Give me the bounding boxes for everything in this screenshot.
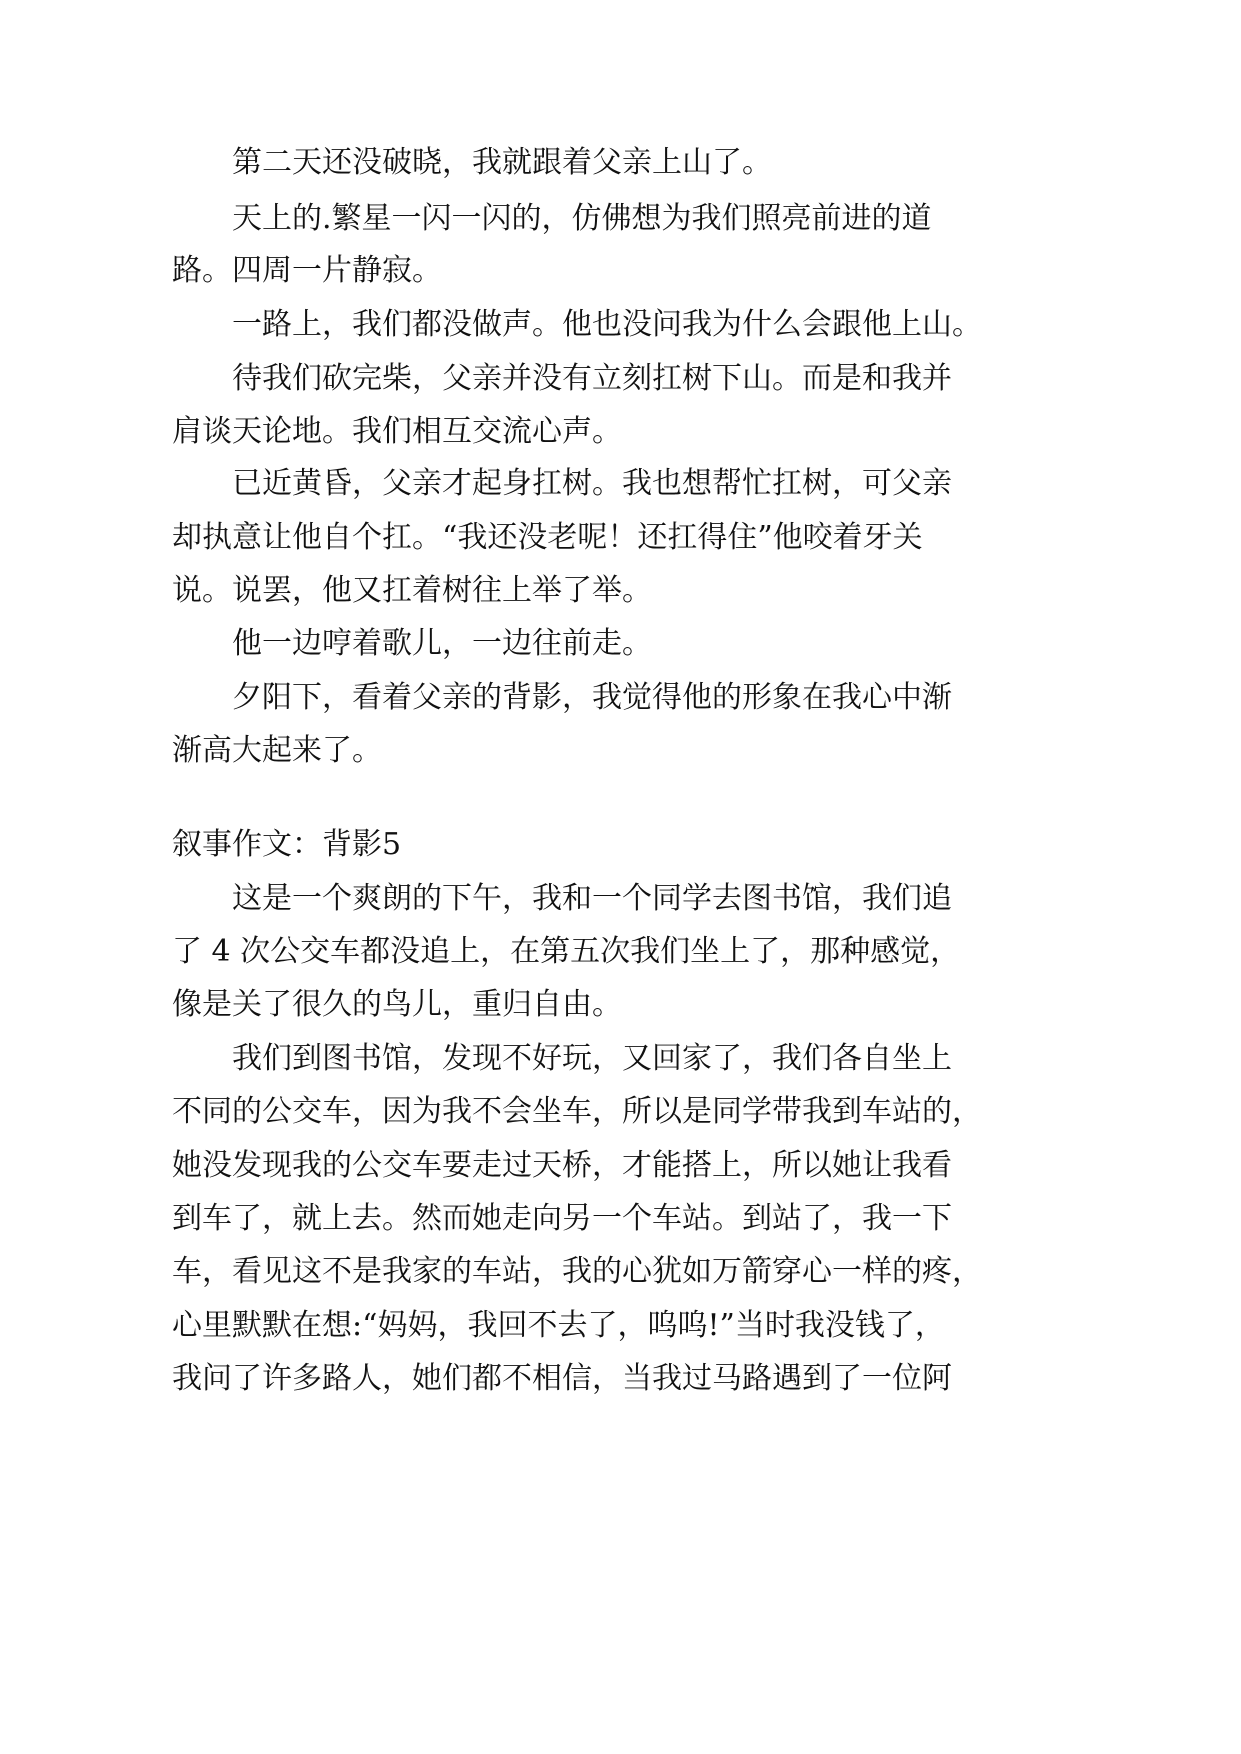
line-text: 我们到图书馆，发现不好玩，又回家了，我们各自坐上 xyxy=(232,1041,952,1076)
line-text: 像是关了很久的鸟儿，重归自由。 xyxy=(172,987,622,1022)
line-text: 这是一个爽朗的下午，我和一个同学去图书馆，我们追 xyxy=(232,881,952,916)
line-text: 待我们砍完柴，父亲并没有立刻扛树下山。而是和我并 xyxy=(232,361,952,396)
line-text: 第二天还没破晓，我就跟着父亲上山了。 xyxy=(232,145,772,180)
line-text: 夕阳下，看着父亲的背影，我觉得他的形象在我心中渐 xyxy=(232,680,952,715)
line-text: 他一边哼着歌儿，一边往前走。 xyxy=(232,626,652,661)
line-text: 天上的.繁星一闪一闪的，仿佛想为我们照亮前进的道 xyxy=(232,201,932,236)
paragraph-line xyxy=(0,249,1241,293)
line-text: 车，看见这不是我家的车站，我的心犹如万箭穿心一样的疼， xyxy=(172,1254,982,1289)
line-text: 不同的公交车，因为我不会坐车，所以是同学带我到车站的， xyxy=(172,1094,982,1129)
paragraph-line xyxy=(0,303,1241,347)
paragraph-line xyxy=(0,569,1241,613)
line-text: 心里默默在想:“妈妈，我回不去了，呜呜!”当时我没钱了， xyxy=(172,1308,945,1343)
paragraph-line xyxy=(0,729,1241,773)
heading-text: 叙事作文：背影5 xyxy=(172,827,402,862)
line-text: 渐高大起来了。 xyxy=(172,733,382,768)
paragraph-line xyxy=(0,1144,1241,1188)
line-text: 我问了许多路人，她们都不相信，当我过马路遇到了一位阿 xyxy=(172,1361,952,1396)
paragraph-line xyxy=(0,357,1241,401)
paragraph-line xyxy=(0,1357,1241,1401)
line-text: 却执意让他自个扛。“我还没老呢！还扛得住”他咬着牙关 xyxy=(172,520,923,555)
line-text: 到车了，就上去。然而她走向另一个车站。到站了，我一下 xyxy=(172,1201,952,1236)
paragraph-line xyxy=(0,141,1241,185)
paragraph-line xyxy=(0,462,1241,506)
paragraph-line xyxy=(0,1090,1241,1134)
line-text: 了 4 次公交车都没追上，在第五次我们坐上了，那种感觉， xyxy=(172,934,961,969)
line-text: 一路上，我们都没做声。他也没问我为什么会跟他上山。 xyxy=(232,307,982,342)
line-text: 肩谈天论地。我们相互交流心声。 xyxy=(172,414,622,449)
paragraph-line xyxy=(0,1250,1241,1294)
paragraph-line xyxy=(0,197,1241,241)
line-text: 她没发现我的公交车要走过天桥，才能搭上，所以她让我看 xyxy=(172,1148,952,1183)
paragraph-line xyxy=(0,983,1241,1027)
paragraph-line xyxy=(0,410,1241,454)
line-text: 说。说罢，他又扛着树往上举了举。 xyxy=(172,573,652,608)
paragraph-line xyxy=(0,1197,1241,1241)
section-heading xyxy=(0,823,1241,867)
paragraph-line xyxy=(0,516,1241,560)
paragraph-line xyxy=(0,1304,1241,1348)
paragraph-line xyxy=(0,877,1241,921)
paragraph-line xyxy=(0,676,1241,720)
paragraph-line xyxy=(0,930,1241,974)
paragraph-line xyxy=(0,622,1241,666)
line-text: 路。四周一片静寂。 xyxy=(172,253,442,288)
paragraph-line xyxy=(0,1037,1241,1081)
line-text: 已近黄昏，父亲才起身扛树。我也想帮忙扛树，可父亲 xyxy=(232,466,952,501)
